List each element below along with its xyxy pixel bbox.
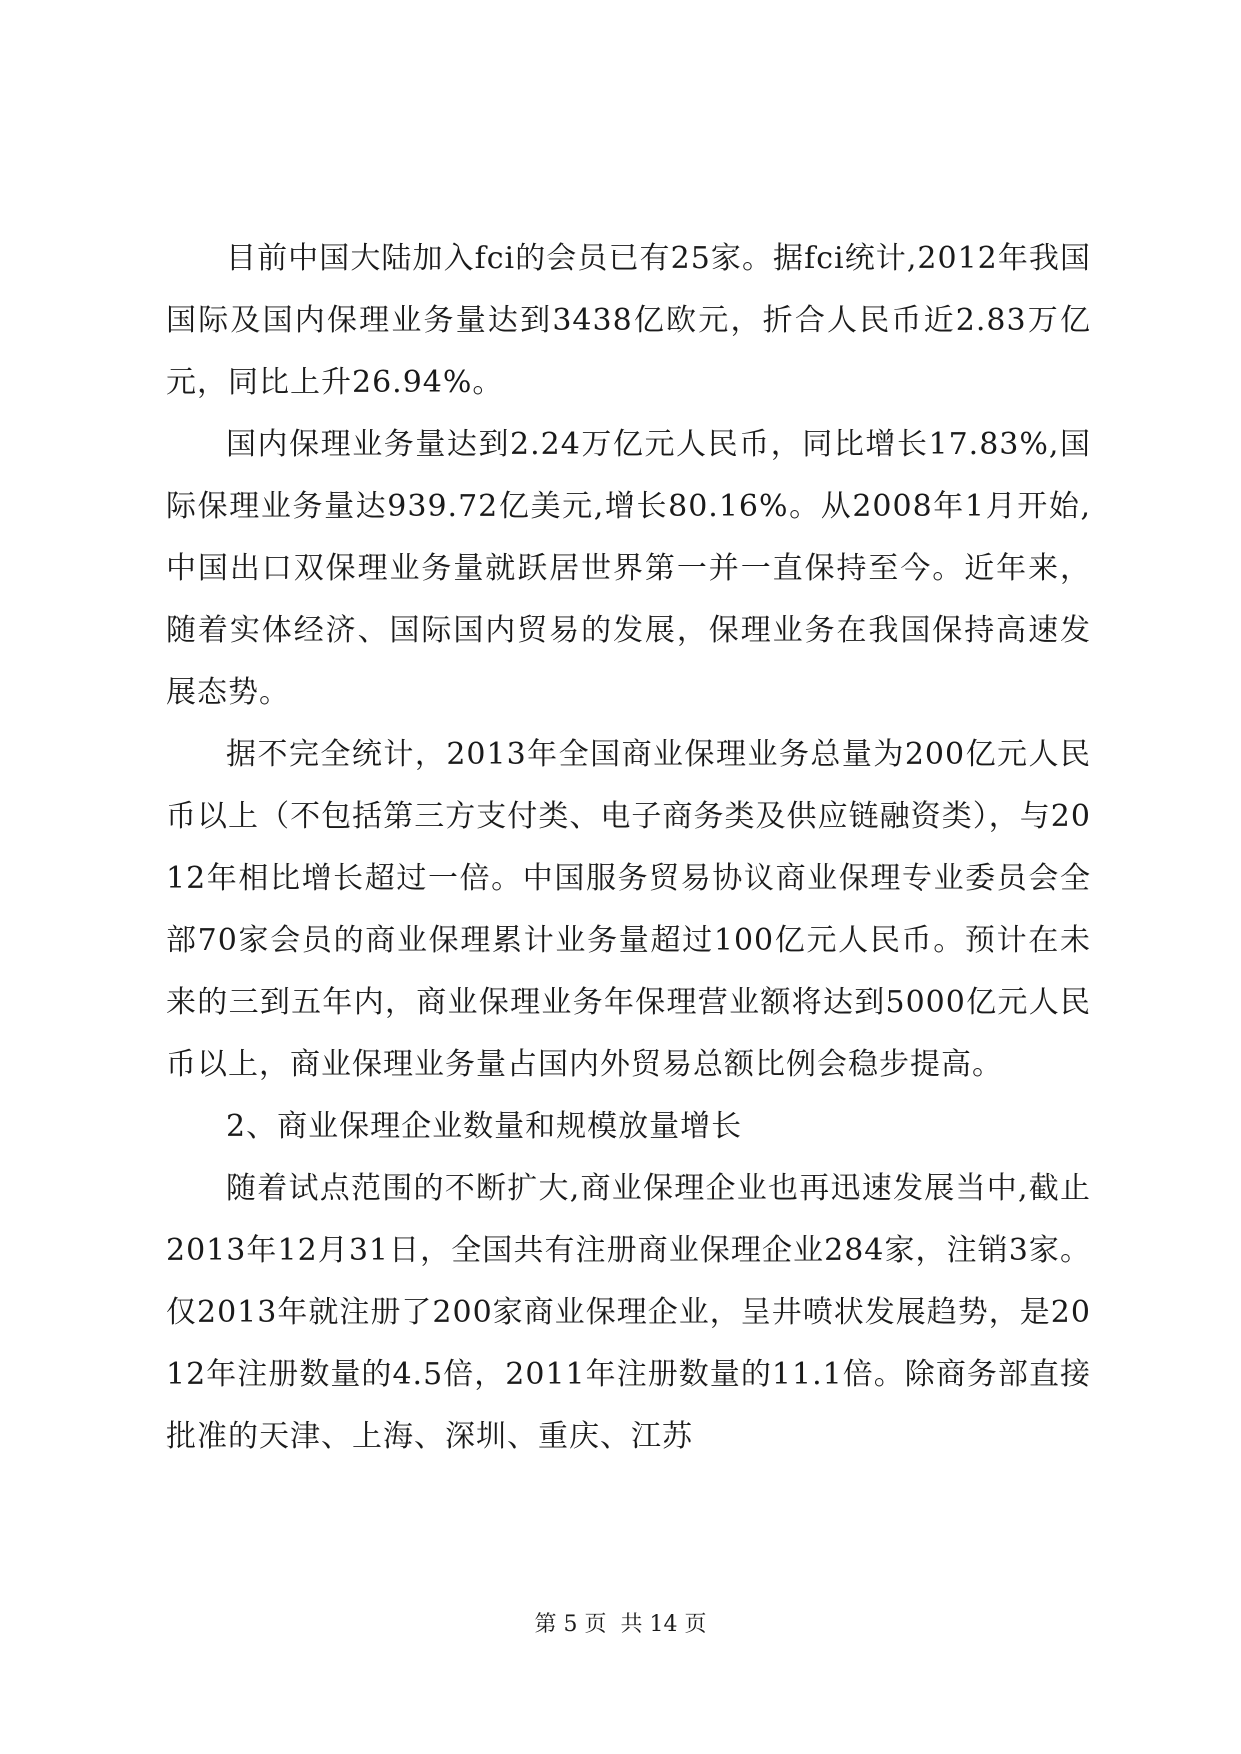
- paragraph-enterprise-growth: 随着试点范围的不断扩大,商业保理企业也再迅速发展当中,截止2013年12月31日，全国共有注册商业保理企业284家，注销3家。仅2013年就注册了200家商业保理企业，呈井喷状发展趋势，是2012年注册数量的4.5倍，2011年注册数量的11.1倍。除商务部直接批准的天津、上海、深圳、重庆、江苏: [166, 1171, 1091, 1454]
- paragraph-commercial-factoring-2013: 据不完全统计，2013年全国商业保理业务总量为200亿元人民币以上（不包括第三方支付类、电子商务类及供应链融资类），与2012年相比增长超过一倍。中国服务贸易协议商业保理专业委员会全部70家会员的商业保理累计业务量超过100亿元人民币。预计在未来的三到五年内，商业保理业务年保理营业额将达到5000亿元人民币以上，商业保理业务量占国内外贸易总额比例会稳步提高。: [166, 737, 1091, 1082]
- section-heading: 2、商业保理企业数量和规模放量增长: [226, 1109, 743, 1144]
- page-number: 第 5 页: [534, 1612, 607, 1637]
- paragraph-domestic-factoring: 国内保理业务量达到2.24万亿元人民币，同比增长17.83%,国际保理业务量达939.72亿美元,增长80.16%。从2008年1月开始,中国出口双保理业务量就跃居世界第一并一直保持至今。近年来，随着实体经济、国际国内贸易的发展，保理业务在我国保持高速发展态势。: [166, 427, 1091, 710]
- paragraph-fci-members: 目前中国大陆加入fci的会员已有25家。据fci统计,2012年我国国际及国内保理业务量达到3438亿欧元，折合人民币近2.83万亿元，同比上升26.94%。: [166, 241, 1091, 400]
- page-footer: [0, 1607, 1241, 1638]
- page-total: 共 14 页: [620, 1612, 707, 1637]
- document-body: [166, 228, 1091, 1468]
